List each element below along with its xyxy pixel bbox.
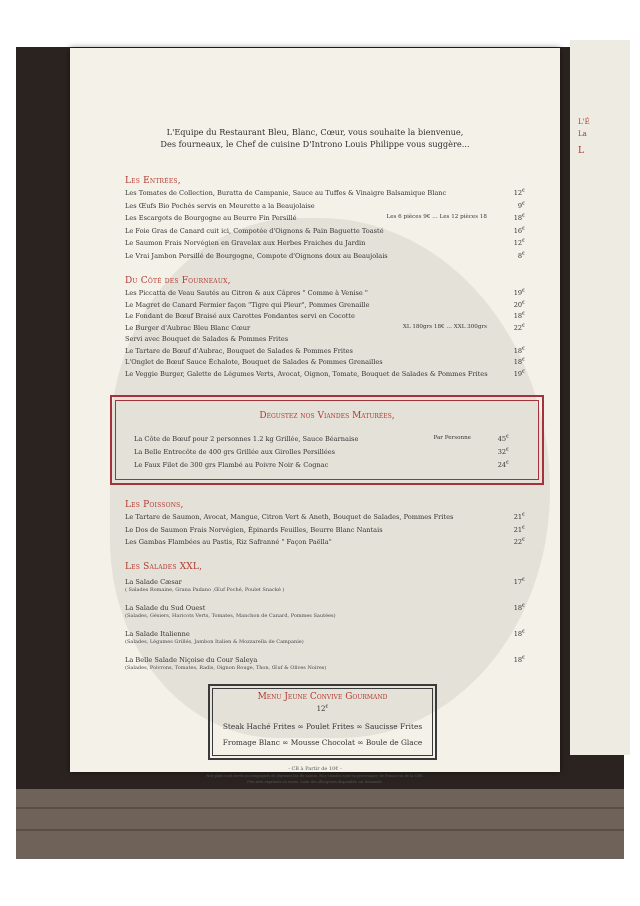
- menu-item: [125, 189, 525, 197]
- footer-note: Nos plats sont servis accompagnés de légumes bio de saison. Nos viandes sont en provenance de France ou de la CEE.: [206, 774, 424, 778]
- kids-menu-line: Steak Haché Frites ∞ Poulet Frites ∞ Saucisse Frites: [222, 722, 423, 731]
- menu-item-extra: Par Personne: [433, 435, 471, 441]
- menu-item-name: La Côte de Bœuf pour 2 personnes 1.2 kg Grillée, Sauce Béarnaise: [134, 435, 359, 443]
- menu-item-price: 19€: [513, 289, 525, 297]
- menu-item: [125, 347, 525, 355]
- menu-item-price: 19€: [513, 369, 525, 378]
- menu-item-description: (Salades, Gésiers, Haricots Verts, Tomates, Manchon de Canard, Pommes Sautées): [125, 613, 336, 619]
- menu-item-price: 22€: [513, 538, 525, 546]
- intro-line: Des fourneaux, le Chef de cuisine D'Introno Louis Philippe vous suggère...: [160, 139, 470, 149]
- menu-item-name: Servi avec Bouquet de Salades & Pommes Frites: [125, 335, 289, 343]
- menu-item-price: 18€: [513, 214, 525, 222]
- wooden-table: [16, 789, 624, 859]
- section-title-poissons: Les Poissons,: [125, 500, 184, 510]
- menu-item-price: 18€: [513, 346, 525, 355]
- menu-item: [125, 538, 525, 546]
- section-title-viandes: Dégustez nos Viandes Maturées,: [259, 411, 395, 421]
- right-page-text: L'É: [578, 118, 590, 126]
- menu-item-price: 17€: [513, 578, 525, 586]
- menu-item-name: Le Veggie Burger, Galette de Légumes Verts, Avocat, Oignon, Tomate, Bouquet de Salades & Pommes Frites: [125, 369, 488, 378]
- footer-cb: - CB à Partir de 10€ -: [288, 766, 342, 772]
- menu-item-price: 32€: [497, 448, 509, 456]
- intro-line: L'Equipe du Restaurant Bleu, Blanc, Cœur, vous souhaite la bienvenue,: [166, 127, 464, 137]
- menu-item-name: La Belle Entrecôte de 400 grs Grillée aux Girolles Persillées: [134, 448, 336, 456]
- menu-page: [70, 48, 560, 784]
- menu-item-description: (Salades, Légumes Grillés, Jambon Italien & Mozzarella de Campanie): [125, 639, 304, 645]
- kids-menu-price: 12€: [316, 705, 329, 713]
- menu-item-price: 18€: [513, 630, 525, 638]
- menu-item: [134, 461, 509, 469]
- menu-item-price: 9€: [517, 201, 525, 210]
- menu-item-name: Les Escargots de Bourgogne au Beurre Fin Persillé: [125, 214, 297, 222]
- menu-item-price: 8€: [517, 251, 525, 260]
- menu-item-price: 45€: [497, 435, 509, 443]
- menu-item-name: Le Faux Filet de 300 grs Flambé au Poivre Noir & Cognac: [134, 461, 329, 469]
- menu-item-price: 12€: [513, 239, 525, 247]
- menu-item: [125, 335, 525, 343]
- menu-item: [125, 202, 525, 210]
- menu-item-price: 24€: [497, 461, 509, 469]
- menu-item: [125, 239, 525, 247]
- menu-item-name: Le Dos de Saumon Frais Norvégien, Épinards Feuilles, Beurre Blanc Nantais: [125, 525, 383, 534]
- menu-item: [125, 656, 525, 664]
- menu-item-name: Les Piccatta de Veau Sautés au Citron & aux Câpres " Comme à Venise ": [125, 289, 368, 297]
- menu-item: [125, 289, 525, 297]
- menu-item-name: Les Tomates de Collection, Buratta de Campanie, Sauce au Tuffes & Vinaigre Balsamique Blanc: [125, 189, 447, 197]
- menu-item-name: Le Vrai Jambon Persillé de Bourgogne, Compote d'Oignons doux au Beaujolais: [125, 251, 388, 260]
- menu-item-description: (Salades, Poivrons, Tomates, Radis, Oignon Rouge, Thon, Œuf & Olives Noires): [125, 665, 327, 671]
- menu-item-name: Le Tartare de Bœuf d'Aubrac, Bouquet de Salades & Pommes Frites: [125, 346, 353, 355]
- menu-item: [134, 435, 509, 443]
- menu-item-name: Le Burger d'Aubrac Bleu Blanc Cœur: [125, 323, 251, 332]
- footer-note: Prix nets exprimés en euros. Liste des allergènes disponible sur demande.: [247, 780, 383, 784]
- right-page-text: L: [578, 146, 584, 156]
- viandes-box: [110, 395, 544, 485]
- menu-item: [134, 448, 509, 456]
- menu-item: [125, 252, 525, 260]
- menu-item: [125, 358, 525, 366]
- menu-item-price: 20€: [513, 300, 525, 309]
- menu-item-name: La Salade du Sud Ouest: [125, 604, 206, 612]
- menu-item-price: 22€: [513, 323, 525, 332]
- menu-item-price: 21€: [513, 513, 525, 521]
- menu-item-name: La Salade Cæsar: [125, 578, 182, 586]
- section-title-fourneaux: Du Côté des Fourneaux,: [125, 276, 231, 286]
- menu-item: [125, 301, 525, 309]
- menu-item-name: Le Foie Gras de Canard cuit ici, Compotée d'Oignons & Pain Baguette Toasté: [125, 226, 384, 235]
- menu-item-price: 21€: [513, 525, 525, 534]
- menu-item-extra: XL 180grs 18€ … XXL 300grs: [402, 323, 487, 330]
- menu-item-price: 12€: [513, 189, 525, 197]
- menu-item-price: 18€: [513, 358, 525, 366]
- menu-item-price: 16€: [513, 226, 525, 235]
- menu-item: [125, 513, 525, 521]
- menu-item-description: ( Salades Romaine, Grana Padano ,Œuf Poché, Poulet Snacké ): [125, 587, 285, 593]
- menu-item: [125, 312, 525, 320]
- right-menu-page: [570, 40, 630, 755]
- menu-item-name: Les Œufs Bio Pochés servis en Meurette a la Beaujolaise: [125, 201, 315, 210]
- menu-item: [125, 370, 525, 378]
- right-page-text: La: [578, 130, 587, 138]
- kids-menu-box: [208, 684, 437, 760]
- intro: [70, 126, 560, 150]
- menu-item: [125, 604, 525, 612]
- menu-item-name: Le Magret de Canard Fermier façon "Tigre qui Pleur", Pommes Grenaille: [125, 300, 370, 309]
- menu-item: [125, 214, 525, 222]
- menu-item-name: Les Gambas Flambées au Pastis, Riz Safranné " Façon Paëlla": [125, 538, 332, 546]
- menu-item: [125, 630, 525, 638]
- section-title-entrees: Les Entrées,: [125, 176, 181, 186]
- menu-item-extra: Les 6 pièces 9€ … Les 12 pièces 18: [386, 214, 487, 220]
- menu-item-name: L'Onglet de Bœuf Sauce Échalote, Bouquet de Salades & Pommes Grenailles: [125, 358, 383, 366]
- menu-item-price: 18€: [513, 604, 525, 612]
- kids-menu-title: Menu Jeune Convive Gourmand: [257, 692, 388, 702]
- menu-item-name: Le Tartare de Saumon, Avocat, Mangue, Citron Vert & Aneth, Bouquet de Salades, Pommes Frites: [125, 513, 454, 521]
- menu-item-name: Le Fondant de Bœuf Braisé aux Carottes Fondantes servi en Cocotte: [125, 312, 355, 320]
- menu-item: [125, 526, 525, 534]
- menu-item-name: La Salade Italienne: [125, 630, 190, 638]
- menu-item: [125, 324, 525, 332]
- section-title-salades: Les Salades XXL,: [125, 562, 203, 572]
- menu-item-price: 18€: [513, 312, 525, 320]
- menu-item-name: La Belle Salade Niçoise du Cour Saleya: [125, 656, 258, 664]
- menu-item-name: Le Saumon Frais Norvégien en Gravelax aux Herbes Fraiches du Jardin: [125, 239, 366, 247]
- menu-item-price: 18€: [513, 656, 525, 664]
- kids-menu-line: Fromage Blanc ∞ Mousse Chocolat ∞ Boule de Glace: [222, 738, 423, 747]
- menu-item: [125, 578, 525, 586]
- menu-item: [125, 227, 525, 235]
